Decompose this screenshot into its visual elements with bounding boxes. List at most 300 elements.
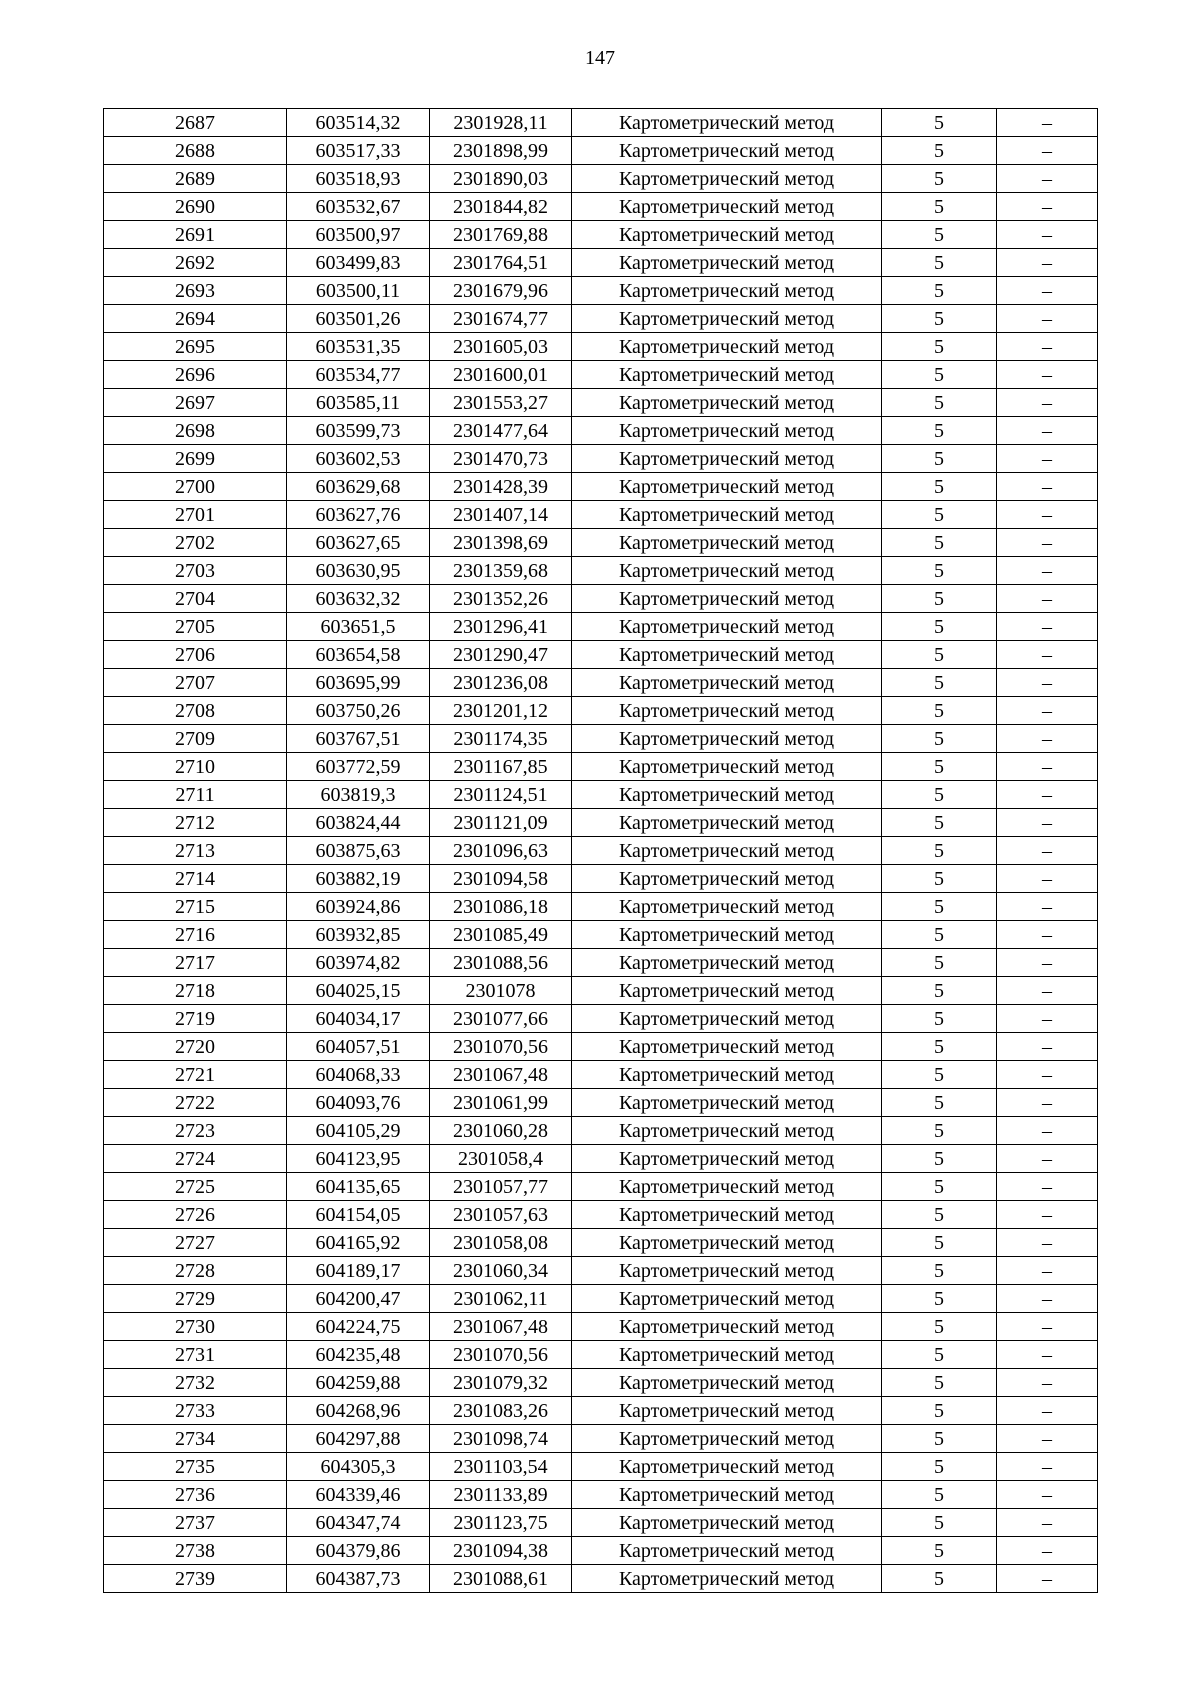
y-coordinate-cell: 2301062,11 [430,1285,572,1313]
accuracy-cell: 5 [882,445,997,473]
y-coordinate-cell: 2301058,08 [430,1229,572,1257]
x-coordinate-cell: 604057,51 [287,1033,430,1061]
x-coordinate-cell: 604259,88 [287,1369,430,1397]
table-row [104,1369,1098,1397]
accuracy-cell: 5 [882,641,997,669]
x-coordinate-cell: 604025,15 [287,977,430,1005]
point-number-cell: 2726 [104,1201,287,1229]
accuracy-cell: 5 [882,1089,997,1117]
table-row [104,501,1098,529]
note-cell: – [997,893,1098,921]
point-number-cell: 2717 [104,949,287,977]
y-coordinate-cell: 2301133,89 [430,1481,572,1509]
x-coordinate-cell: 603627,65 [287,529,430,557]
point-number-cell: 2696 [104,361,287,389]
point-number-cell: 2713 [104,837,287,865]
note-cell: – [997,1033,1098,1061]
note-cell: – [997,725,1098,753]
point-number-cell: 2733 [104,1397,287,1425]
method-cell: Картометрический метод [572,1425,882,1453]
note-cell: – [997,529,1098,557]
y-coordinate-cell: 2301769,88 [430,221,572,249]
accuracy-cell: 5 [882,277,997,305]
page-number: 147 [585,47,615,69]
point-number-cell: 2687 [104,109,287,137]
table-row [104,1117,1098,1145]
x-coordinate-cell: 604165,92 [287,1229,430,1257]
y-coordinate-cell: 2301070,56 [430,1341,572,1369]
point-number-cell: 2727 [104,1229,287,1257]
y-coordinate-cell: 2301079,32 [430,1369,572,1397]
method-cell: Картометрический метод [572,1033,882,1061]
method-cell: Картометрический метод [572,1565,882,1593]
accuracy-cell: 5 [882,1285,997,1313]
point-number-cell: 2716 [104,921,287,949]
point-number-cell: 2715 [104,893,287,921]
method-cell: Картометрический метод [572,1481,882,1509]
table-row [104,641,1098,669]
x-coordinate-cell: 603654,58 [287,641,430,669]
accuracy-cell: 5 [882,1481,997,1509]
table-row [104,1537,1098,1565]
y-coordinate-cell: 2301067,48 [430,1061,572,1089]
method-cell: Картометрический метод [572,1173,882,1201]
table-row [104,1481,1098,1509]
accuracy-cell: 5 [882,893,997,921]
accuracy-cell: 5 [882,1173,997,1201]
table-row [104,1005,1098,1033]
x-coordinate-cell: 603695,99 [287,669,430,697]
note-cell: – [997,361,1098,389]
x-coordinate-cell: 603882,19 [287,865,430,893]
table-row [104,361,1098,389]
note-cell: – [997,1257,1098,1285]
table-row [104,697,1098,725]
method-cell: Картометрический метод [572,361,882,389]
x-coordinate-cell: 604339,46 [287,1481,430,1509]
table-row [104,753,1098,781]
note-cell: – [997,1285,1098,1313]
table-row [104,1089,1098,1117]
table-row [104,1201,1098,1229]
y-coordinate-cell: 2301088,56 [430,949,572,977]
accuracy-cell: 5 [882,837,997,865]
note-cell: – [997,109,1098,137]
x-coordinate-cell: 603632,32 [287,585,430,613]
note-cell: – [997,865,1098,893]
x-coordinate-cell: 603501,26 [287,305,430,333]
accuracy-cell: 5 [882,1005,997,1033]
point-number-cell: 2725 [104,1173,287,1201]
method-cell: Картометрический метод [572,1061,882,1089]
table-row [104,1565,1098,1593]
accuracy-cell: 5 [882,697,997,725]
point-number-cell: 2730 [104,1313,287,1341]
y-coordinate-cell: 2301077,66 [430,1005,572,1033]
x-coordinate-cell: 604305,3 [287,1453,430,1481]
method-cell: Картометрический метод [572,501,882,529]
method-cell: Картометрический метод [572,1229,882,1257]
accuracy-cell: 5 [882,333,997,361]
note-cell: – [997,1117,1098,1145]
accuracy-cell: 5 [882,305,997,333]
method-cell: Картометрический метод [572,1509,882,1537]
accuracy-cell: 5 [882,585,997,613]
accuracy-cell: 5 [882,1341,997,1369]
method-cell: Картометрический метод [572,613,882,641]
note-cell: – [997,557,1098,585]
point-number-cell: 2705 [104,613,287,641]
point-number-cell: 2731 [104,1341,287,1369]
table-row [104,389,1098,417]
table-row [104,277,1098,305]
x-coordinate-cell: 604224,75 [287,1313,430,1341]
accuracy-cell: 5 [882,389,997,417]
y-coordinate-cell: 2301167,85 [430,753,572,781]
y-coordinate-cell: 2301058,4 [430,1145,572,1173]
x-coordinate-cell: 603772,59 [287,753,430,781]
table-row [104,221,1098,249]
note-cell: – [997,1173,1098,1201]
method-cell: Картометрический метод [572,417,882,445]
y-coordinate-cell: 2301085,49 [430,921,572,949]
y-coordinate-cell: 2301398,69 [430,529,572,557]
table-row [104,1425,1098,1453]
point-number-cell: 2699 [104,445,287,473]
method-cell: Картометрический метод [572,1089,882,1117]
table-row [104,1061,1098,1089]
note-cell: – [997,277,1098,305]
point-number-cell: 2723 [104,1117,287,1145]
accuracy-cell: 5 [882,165,997,193]
x-coordinate-cell: 604093,76 [287,1089,430,1117]
y-coordinate-cell: 2301352,26 [430,585,572,613]
note-cell: – [997,389,1098,417]
point-number-cell: 2736 [104,1481,287,1509]
table-row [104,1341,1098,1369]
table-row [104,193,1098,221]
method-cell: Картометрический метод [572,1537,882,1565]
accuracy-cell: 5 [882,1145,997,1173]
method-cell: Картометрический метод [572,697,882,725]
table-row [104,865,1098,893]
method-cell: Картометрический метод [572,585,882,613]
note-cell: – [997,501,1098,529]
accuracy-cell: 5 [882,725,997,753]
y-coordinate-cell: 2301890,03 [430,165,572,193]
y-coordinate-cell: 2301070,56 [430,1033,572,1061]
y-coordinate-cell: 2301236,08 [430,669,572,697]
table-row [104,585,1098,613]
point-number-cell: 2697 [104,389,287,417]
table-body [104,109,1098,1593]
accuracy-cell: 5 [882,193,997,221]
note-cell: – [997,1565,1098,1593]
method-cell: Картометрический метод [572,1117,882,1145]
note-cell: – [997,1201,1098,1229]
table-row [104,557,1098,585]
accuracy-cell: 5 [882,753,997,781]
point-number-cell: 2718 [104,977,287,1005]
point-number-cell: 2739 [104,1565,287,1593]
method-cell: Картометрический метод [572,725,882,753]
note-cell: – [997,837,1098,865]
table-row [104,921,1098,949]
accuracy-cell: 5 [882,1061,997,1089]
y-coordinate-cell: 2301605,03 [430,333,572,361]
table-row [104,417,1098,445]
x-coordinate-cell: 603767,51 [287,725,430,753]
x-coordinate-cell: 603534,77 [287,361,430,389]
y-coordinate-cell: 2301928,11 [430,109,572,137]
x-coordinate-cell: 603750,26 [287,697,430,725]
point-number-cell: 2720 [104,1033,287,1061]
accuracy-cell: 5 [882,1229,997,1257]
note-cell: – [997,1005,1098,1033]
method-cell: Картометрический метод [572,221,882,249]
x-coordinate-cell: 604235,48 [287,1341,430,1369]
y-coordinate-cell: 2301674,77 [430,305,572,333]
x-coordinate-cell: 603531,35 [287,333,430,361]
table-row [104,1173,1098,1201]
accuracy-cell: 5 [882,501,997,529]
x-coordinate-cell: 603974,82 [287,949,430,977]
x-coordinate-cell: 603630,95 [287,557,430,585]
x-coordinate-cell: 603518,93 [287,165,430,193]
note-cell: – [997,193,1098,221]
y-coordinate-cell: 2301057,77 [430,1173,572,1201]
point-number-cell: 2695 [104,333,287,361]
note-cell: – [997,1537,1098,1565]
note-cell: – [997,1341,1098,1369]
note-cell: – [997,1453,1098,1481]
method-cell: Картометрический метод [572,1285,882,1313]
table-row [104,165,1098,193]
accuracy-cell: 5 [882,1565,997,1593]
method-cell: Картометрический метод [572,1005,882,1033]
table-row [104,1509,1098,1537]
point-number-cell: 2698 [104,417,287,445]
method-cell: Картометрический метод [572,445,882,473]
note-cell: – [997,473,1098,501]
y-coordinate-cell: 2301060,34 [430,1257,572,1285]
note-cell: – [997,445,1098,473]
method-cell: Картометрический метод [572,809,882,837]
table-row [104,305,1098,333]
x-coordinate-cell: 603629,68 [287,473,430,501]
note-cell: – [997,1229,1098,1257]
point-number-cell: 2721 [104,1061,287,1089]
y-coordinate-cell: 2301124,51 [430,781,572,809]
x-coordinate-cell: 604135,65 [287,1173,430,1201]
y-coordinate-cell: 2301679,96 [430,277,572,305]
table-row [104,445,1098,473]
point-number-cell: 2722 [104,1089,287,1117]
accuracy-cell: 5 [882,249,997,277]
method-cell: Картометрический метод [572,893,882,921]
point-number-cell: 2708 [104,697,287,725]
y-coordinate-cell: 2301553,27 [430,389,572,417]
note-cell: – [997,1369,1098,1397]
method-cell: Картометрический метод [572,529,882,557]
y-coordinate-cell: 2301201,12 [430,697,572,725]
method-cell: Картометрический метод [572,249,882,277]
method-cell: Картометрический метод [572,193,882,221]
accuracy-cell: 5 [882,1257,997,1285]
y-coordinate-cell: 2301844,82 [430,193,572,221]
note-cell: – [997,249,1098,277]
note-cell: – [997,1509,1098,1537]
table-row [104,725,1098,753]
accuracy-cell: 5 [882,977,997,1005]
x-coordinate-cell: 603824,44 [287,809,430,837]
y-coordinate-cell: 2301094,58 [430,865,572,893]
note-cell: – [997,1481,1098,1509]
note-cell: – [997,333,1098,361]
table-row [104,977,1098,1005]
method-cell: Картометрический метод [572,277,882,305]
accuracy-cell: 5 [882,809,997,837]
note-cell: – [997,781,1098,809]
point-number-cell: 2690 [104,193,287,221]
note-cell: – [997,697,1098,725]
point-number-cell: 2710 [104,753,287,781]
accuracy-cell: 5 [882,1117,997,1145]
point-number-cell: 2702 [104,529,287,557]
accuracy-cell: 5 [882,613,997,641]
table-row [104,473,1098,501]
table-row [104,949,1098,977]
point-number-cell: 2688 [104,137,287,165]
point-number-cell: 2734 [104,1425,287,1453]
x-coordinate-cell: 603517,33 [287,137,430,165]
y-coordinate-cell: 2301098,74 [430,1425,572,1453]
y-coordinate-cell: 2301428,39 [430,473,572,501]
x-coordinate-cell: 604387,73 [287,1565,430,1593]
y-coordinate-cell: 2301290,47 [430,641,572,669]
x-coordinate-cell: 603651,5 [287,613,430,641]
x-coordinate-cell: 604268,96 [287,1397,430,1425]
y-coordinate-cell: 2301083,26 [430,1397,572,1425]
x-coordinate-cell: 604123,95 [287,1145,430,1173]
table-row [104,837,1098,865]
accuracy-cell: 5 [882,557,997,585]
x-coordinate-cell: 604034,17 [287,1005,430,1033]
x-coordinate-cell: 603875,63 [287,837,430,865]
note-cell: – [997,417,1098,445]
method-cell: Картометрический метод [572,1397,882,1425]
method-cell: Картометрический метод [572,1453,882,1481]
note-cell: – [997,1397,1098,1425]
y-coordinate-cell: 2301470,73 [430,445,572,473]
accuracy-cell: 5 [882,1453,997,1481]
y-coordinate-cell: 2301123,75 [430,1509,572,1537]
x-coordinate-cell: 603499,83 [287,249,430,277]
point-number-cell: 2693 [104,277,287,305]
table-row [104,613,1098,641]
accuracy-cell: 5 [882,417,997,445]
method-cell: Картометрический метод [572,1257,882,1285]
x-coordinate-cell: 603924,86 [287,893,430,921]
note-cell: – [997,921,1098,949]
x-coordinate-cell: 603599,73 [287,417,430,445]
accuracy-cell: 5 [882,529,997,557]
table-row [104,249,1098,277]
y-coordinate-cell: 2301477,64 [430,417,572,445]
y-coordinate-cell: 2301103,54 [430,1453,572,1481]
x-coordinate-cell: 603514,32 [287,109,430,137]
note-cell: – [997,137,1098,165]
accuracy-cell: 5 [882,669,997,697]
x-coordinate-cell: 604105,29 [287,1117,430,1145]
x-coordinate-cell: 603585,11 [287,389,430,417]
table-row [104,1229,1098,1257]
method-cell: Картометрический метод [572,1369,882,1397]
method-cell: Картометрический метод [572,305,882,333]
point-number-cell: 2714 [104,865,287,893]
table-row [104,1257,1098,1285]
table-row [104,1033,1098,1061]
point-number-cell: 2728 [104,1257,287,1285]
accuracy-cell: 5 [882,221,997,249]
method-cell: Картометрический метод [572,837,882,865]
point-number-cell: 2719 [104,1005,287,1033]
accuracy-cell: 5 [882,1509,997,1537]
accuracy-cell: 5 [882,781,997,809]
point-number-cell: 2712 [104,809,287,837]
note-cell: – [997,641,1098,669]
note-cell: – [997,221,1098,249]
x-coordinate-cell: 604189,17 [287,1257,430,1285]
accuracy-cell: 5 [882,361,997,389]
note-cell: – [997,1089,1098,1117]
accuracy-cell: 5 [882,949,997,977]
x-coordinate-cell: 603532,67 [287,193,430,221]
note-cell: – [997,1061,1098,1089]
note-cell: – [997,305,1098,333]
x-coordinate-cell: 604297,88 [287,1425,430,1453]
method-cell: Картометрический метод [572,1313,882,1341]
y-coordinate-cell: 2301094,38 [430,1537,572,1565]
y-coordinate-cell: 2301407,14 [430,501,572,529]
accuracy-cell: 5 [882,109,997,137]
point-number-cell: 2691 [104,221,287,249]
accuracy-cell: 5 [882,1033,997,1061]
y-coordinate-cell: 2301121,09 [430,809,572,837]
point-number-cell: 2700 [104,473,287,501]
method-cell: Картометрический метод [572,333,882,361]
accuracy-cell: 5 [882,865,997,893]
accuracy-cell: 5 [882,1537,997,1565]
y-coordinate-cell: 2301067,48 [430,1313,572,1341]
point-number-cell: 2738 [104,1537,287,1565]
y-coordinate-cell: 2301061,99 [430,1089,572,1117]
table-row [104,333,1098,361]
point-number-cell: 2732 [104,1369,287,1397]
method-cell: Картометрический метод [572,389,882,417]
table-row [104,1397,1098,1425]
point-number-cell: 2724 [104,1145,287,1173]
note-cell: – [997,613,1098,641]
method-cell: Картометрический метод [572,753,882,781]
method-cell: Картометрический метод [572,977,882,1005]
table-row [104,781,1098,809]
point-number-cell: 2706 [104,641,287,669]
accuracy-cell: 5 [882,137,997,165]
note-cell: – [997,977,1098,1005]
note-cell: – [997,1313,1098,1341]
method-cell: Картометрический метод [572,165,882,193]
